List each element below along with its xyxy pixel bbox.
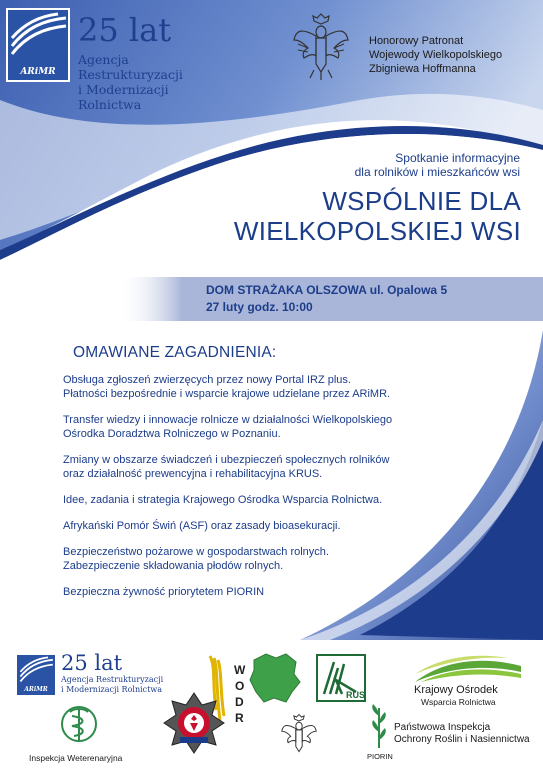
topic-item	[63, 519, 473, 533]
footer-agency-name	[61, 675, 163, 695]
wielkopolska-map-icon	[246, 650, 302, 706]
topic-line: Bezpieczna żywność priorytetem PIORIN	[63, 586, 265, 598]
krus-logo	[316, 654, 366, 702]
footer-arimr-emblem-icon	[16, 654, 56, 696]
field-lines-icon	[8, 10, 68, 60]
topic-item	[63, 493, 473, 507]
footer-anniversary-label: 25 lat	[61, 651, 123, 675]
honorary-patronage	[369, 34, 502, 76]
anniversary-label: 25 lat	[78, 11, 172, 49]
svg-text:R: R	[235, 711, 244, 725]
svg-text:W: W	[234, 663, 246, 677]
intro-line1: Spotkanie informacyjne	[395, 151, 520, 165]
piorin-name-line1: Państwowa Inspekcja	[394, 722, 491, 733]
title-line1: WSPÓLNIE DLA	[322, 186, 521, 216]
svg-text:O: O	[235, 679, 245, 693]
footer-eagle-icon	[279, 712, 319, 758]
piorin-name	[394, 722, 530, 746]
meeting-intro	[355, 151, 520, 179]
piorin-label: PIORIN	[367, 752, 393, 761]
event-date: 27 luty godz. 10:00	[206, 300, 313, 314]
field-lines-icon	[17, 655, 55, 685]
topic-line: Zabezpieczenie składowania płodów rolnych.	[63, 560, 284, 572]
topic-line: Ośrodka Doradztwa Rolniczego w Poznaniu.	[63, 428, 281, 440]
kowr-line1: Krajowy Ośrodek	[414, 684, 498, 696]
topic-item	[63, 373, 473, 401]
topic-item	[63, 453, 473, 481]
venue-address: DOM STRAŻAKA OLSZOWA ul. Opalowa 5	[206, 283, 448, 297]
topic-line: oraz działalność prewencyjna i rehabilitacyjna KRUS.	[63, 468, 323, 480]
patron-line2: Wojewody Wielkopolskiego	[369, 49, 503, 61]
topic-line: Zmiany w obszarze świadczeń i ubezpieczeń społecznych rolników	[63, 454, 390, 466]
topic-line: Płatności bezpośrednie i wsparcie krajowe udzielane przez ARiMR.	[63, 388, 391, 400]
svg-text:RUS: RUS	[346, 690, 366, 700]
patron-line1: Honorowy Patronat	[369, 35, 464, 47]
agency-name-line1: Agencja Restrukturyzacji	[78, 52, 183, 82]
piorin-name-line2: Ochrony Roślin i Nasiennictwa	[394, 734, 530, 745]
topic-line: Transfer wiedzy i innowacje rolnicze w działalności Wielkopolskiego	[63, 414, 393, 426]
topic-item	[63, 545, 473, 573]
title-line2: WIELKOPOLSKIEJ WSI	[233, 216, 521, 246]
topic-line: Obsługa zgłoszeń zwierzęcych przez nowy Portal IRZ plus.	[63, 374, 351, 386]
topic-line: Bezpieczeństwo pożarowe w gospodarstwach rolnych.	[63, 546, 329, 558]
kowr-line2: Wsparcia Rolnictwa	[421, 697, 496, 707]
arimr-emblem-icon	[6, 8, 70, 82]
agency-name	[78, 52, 231, 112]
topics-heading: OMAWIANE ZAGADNIENIA:	[73, 344, 277, 361]
footer-arimr-tag: ARiMR	[24, 686, 48, 693]
veterinary-name: Inspekcja Weterenaryjna	[29, 753, 123, 763]
piorin-plant-icon	[369, 702, 389, 750]
topics-list	[63, 373, 473, 611]
kowr-name	[414, 684, 498, 696]
eagle-icon	[292, 10, 350, 82]
topic-item	[63, 585, 473, 599]
svg-text:D: D	[235, 695, 244, 709]
event-title	[234, 186, 521, 246]
kowr-subname	[421, 697, 496, 707]
agency-name-line2: i Modernizacji Rolnictwa	[78, 82, 169, 112]
kowr-waves-icon	[413, 654, 523, 684]
topic-line: Afrykański Pomór Świń (ASF) oraz zasady bioasekuracji.	[63, 520, 341, 532]
arimr-tag: ARiMR	[20, 67, 56, 77]
veterinary-caduceus-icon	[60, 704, 98, 748]
footer-agency-line2: i Modernizacji Rolnictwa	[61, 685, 162, 694]
arimr-logo	[6, 8, 231, 112]
venue-info	[206, 282, 447, 316]
fire-service-icon	[162, 691, 226, 755]
intro-line2: dla rolników i mieszkańców wsi	[354, 165, 520, 179]
topic-line: Idee, zadania i strategia Krajowego Ośrodka Wsparcia Rolnictwa.	[63, 494, 383, 506]
footer-agency-line1: Agencja Restrukturyzacji	[61, 675, 164, 684]
patron-line3: Zbigniewa Hoffmanna	[369, 63, 476, 75]
topic-item	[63, 413, 473, 441]
